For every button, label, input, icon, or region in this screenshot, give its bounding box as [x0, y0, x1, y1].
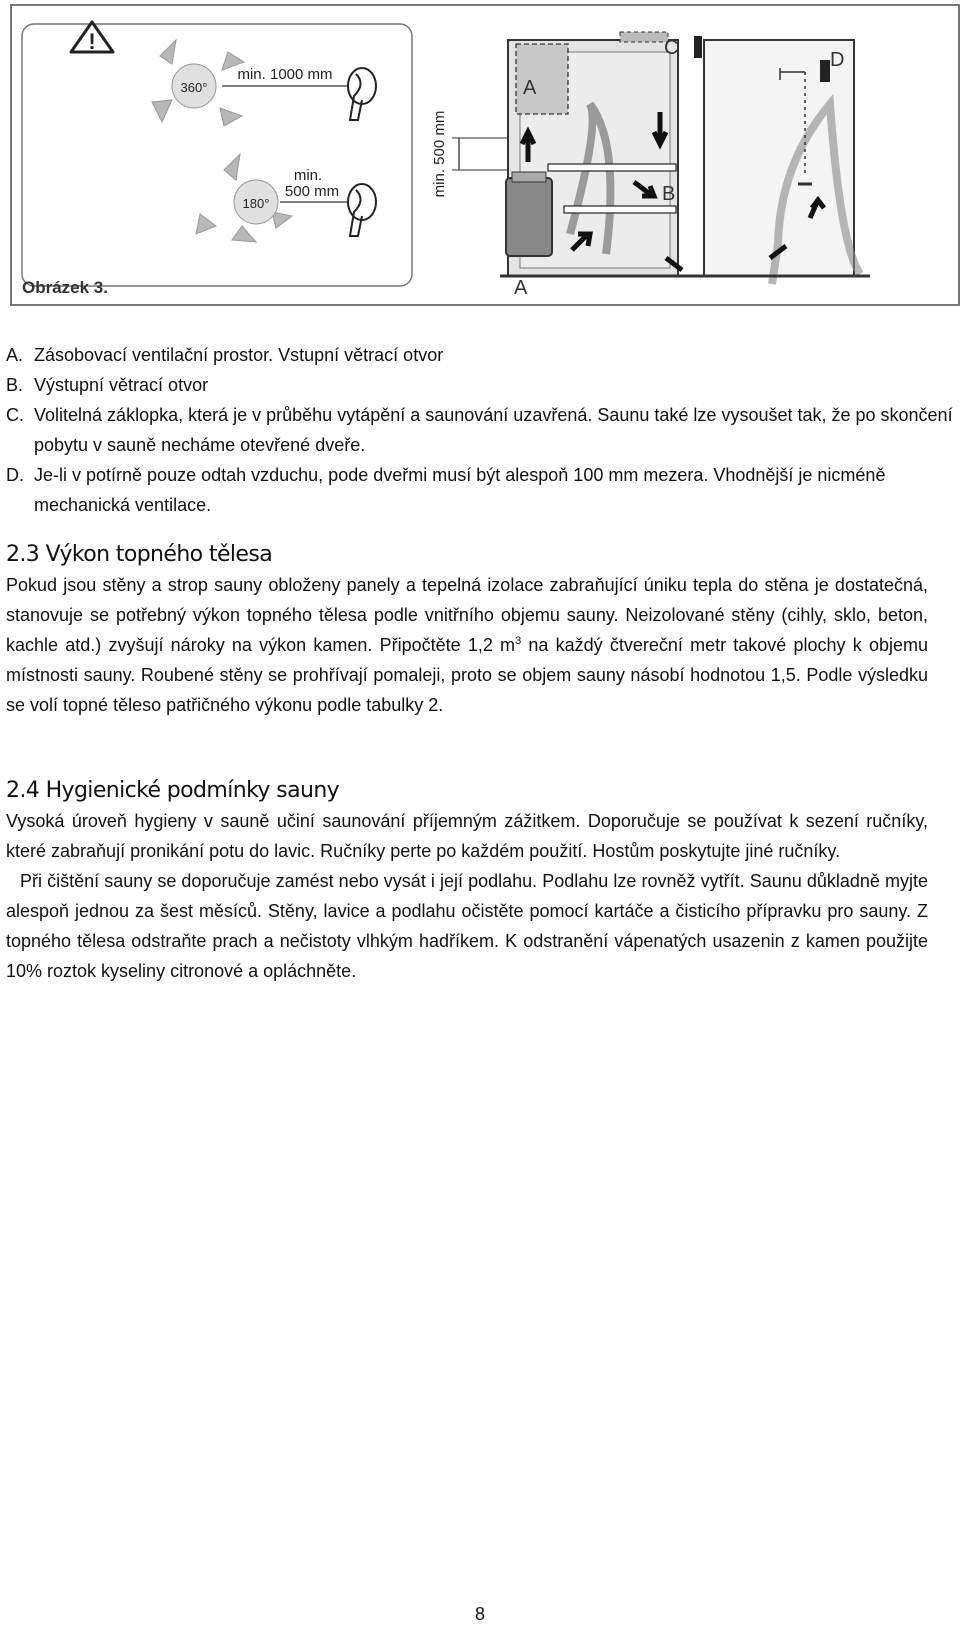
dimension-500mm-label-1: min.: [293, 167, 323, 184]
superscript: 3: [515, 635, 522, 647]
legend-text: Je-li v potírně pouze odtah vzduchu, pode dveřmi musí být alespoň 100 mm mezera. Vhodnější je nicméně mechanická ventilace.: [34, 465, 886, 515]
legend-marker: C.: [6, 405, 24, 425]
section-heading: 2.3 Výkon topného tělesa: [6, 542, 273, 567]
legend-item: [0, 340, 960, 370]
paragraph-text: Pokud jsou stěny a strop sauny obloženy panely a tepelná izolace zabraňující úniku tepla do stěna je dostatečná, stanovuje se potřebný výkon topného tělesa podle vnitřního objemu sauny. Neizolované stěny (cihly, sklo, beton, kachle atd.) zvyšují nároky na výkon kamen. Připočtěte 1,2 m: [6, 575, 928, 655]
figure-caption: Obrázek 3.: [22, 278, 108, 297]
label-a-bottom: A: [514, 277, 528, 299]
legend-item: [0, 370, 960, 400]
label-d: D: [830, 49, 845, 71]
section-paragraph: Vysoká úroveň hygieny v sauně učiní saunování příjemným zážitkem. Doporučuje se používat k sezení ručníky, které zabraňují pronikání potu do lavic. Ručníky perte po každém použití. Hostům poskytujte jiné ručníky.: [6, 811, 928, 861]
rotation-360-label: 360°: [180, 80, 208, 95]
page-number: 8: [474, 1604, 485, 1624]
section-paragraph: Při čištění sauny se doporučuje zamést nebo vysát i její podlahu. Podlahu lze rovněž vytřít. Saunu důkladně myjte alespoň jednou za šest měsíců. Stěny, lavice a podlahu očistěte pomocí kartáče a čisticího přípravku pro sauny. Z topného tělesa odstraňte prach a nečistoty vlhkým hadříkem. K odstranění vápenatých usazenin z kamen použijte 10% roztok kyseliny citronové a opláchněte.: [6, 871, 928, 981]
figure-ventilation: [10, 4, 960, 316]
heater-clearance-panel: [22, 24, 412, 286]
legend-marker: D.: [6, 465, 24, 485]
label-a-top: A: [523, 77, 537, 99]
legend-item: [0, 400, 960, 460]
paragraph-text: na každý čtvereční metr takové plochy k objemu místnosti sauny. Roubené stěny se prohřívají pomaleji, proto se objem sauny násobí hodnotou 1,5. Podle výsledku se volí topné těleso patřičného výkonu podle tabulky 2.: [6, 635, 928, 715]
rotation-180-label: 180°: [242, 196, 270, 211]
legend-marker: B.: [6, 375, 24, 395]
dimension-500mm-label-2: 500 mm: [284, 183, 340, 200]
legend-text: Výstupní větrací otvor: [34, 375, 209, 395]
section-hygiene: [6, 776, 928, 986]
legend-text: Volitelná záklopka, která je v průběhu vytápění a saunování uzavřená. Saunu také lze vysoušet tak, že po skončení pobytu v sauně necháme otevřené dveře.: [34, 405, 953, 455]
label-c: C: [664, 37, 679, 59]
section-paragraph: [6, 570, 928, 720]
dimension-1000mm-label: min. 1000 mm: [237, 66, 333, 83]
warning-mark: !: [88, 29, 96, 54]
legend-item: [0, 460, 960, 520]
section-heading: 2.4 Hygienické podmínky sauny: [6, 778, 340, 803]
figure-legend: [0, 340, 960, 520]
legend-marker: A.: [6, 345, 24, 365]
section-heater-output: [6, 540, 928, 720]
legend-text: Zásobovací ventilační prostor. Vstupní větrací otvor: [34, 345, 444, 365]
vertical-dimension-label: min. 500 mm: [431, 110, 448, 198]
label-b: B: [662, 183, 676, 205]
